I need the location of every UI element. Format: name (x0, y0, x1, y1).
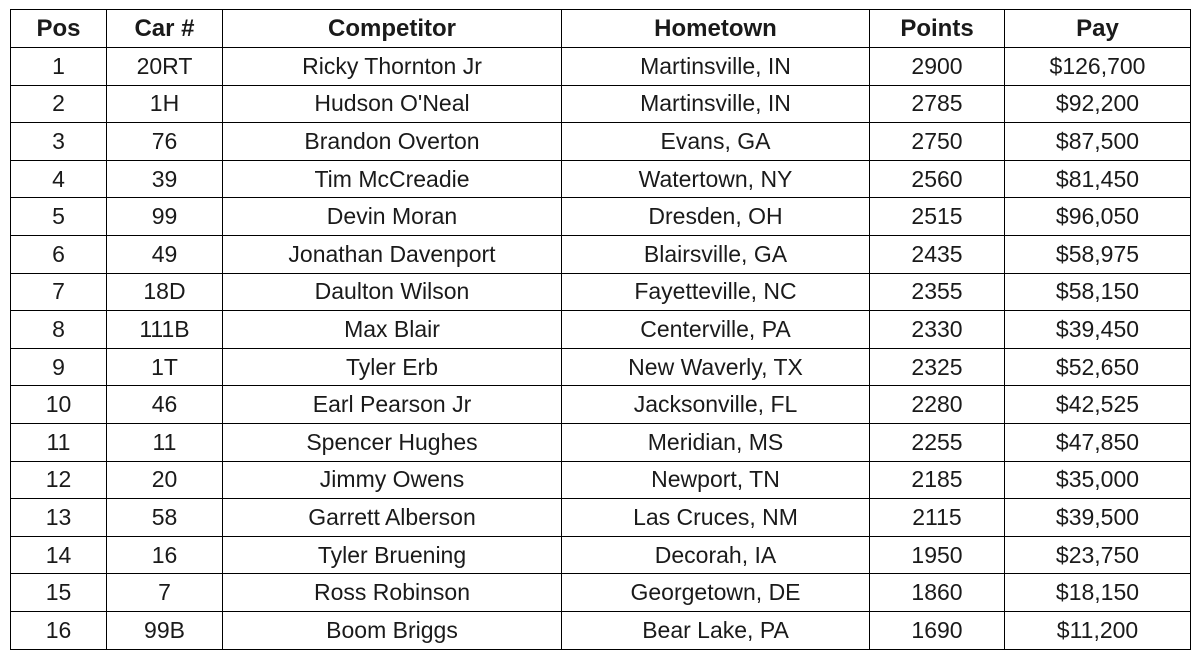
cell-competitor: Jimmy Owens (223, 461, 562, 499)
cell-pos: 16 (11, 611, 107, 649)
cell-car-number: 1T (107, 348, 223, 386)
cell-pay: $39,500 (1005, 499, 1191, 537)
header-car-number: Car # (107, 10, 223, 48)
cell-points: 2515 (870, 198, 1005, 236)
table-row (11, 160, 1191, 198)
cell-hometown: Jacksonville, FL (562, 386, 870, 424)
cell-pay: $39,450 (1005, 311, 1191, 349)
cell-pos: 7 (11, 273, 107, 311)
table-row (11, 461, 1191, 499)
cell-competitor: Jonathan Davenport (223, 235, 562, 273)
table-row (11, 235, 1191, 273)
cell-points: 2355 (870, 273, 1005, 311)
cell-hometown: Las Cruces, NM (562, 499, 870, 537)
cell-pay: $11,200 (1005, 611, 1191, 649)
cell-points: 2115 (870, 499, 1005, 537)
cell-car-number: 58 (107, 499, 223, 537)
cell-pos: 4 (11, 160, 107, 198)
cell-pay: $35,000 (1005, 461, 1191, 499)
cell-hometown: Meridian, MS (562, 423, 870, 461)
cell-hometown: New Waverly, TX (562, 348, 870, 386)
cell-competitor: Hudson O'Neal (223, 85, 562, 123)
standings-table (10, 9, 1191, 650)
header-row (11, 10, 1191, 48)
cell-pos: 6 (11, 235, 107, 273)
cell-points: 2750 (870, 123, 1005, 161)
cell-pay: $96,050 (1005, 198, 1191, 236)
cell-competitor: Brandon Overton (223, 123, 562, 161)
cell-competitor: Daulton Wilson (223, 273, 562, 311)
cell-competitor: Max Blair (223, 311, 562, 349)
cell-car-number: 1H (107, 85, 223, 123)
table-row (11, 574, 1191, 612)
cell-points: 2280 (870, 386, 1005, 424)
cell-pos: 14 (11, 536, 107, 574)
cell-pay: $87,500 (1005, 123, 1191, 161)
cell-points: 2900 (870, 48, 1005, 86)
cell-points: 2325 (870, 348, 1005, 386)
table-row (11, 85, 1191, 123)
cell-pay: $58,150 (1005, 273, 1191, 311)
cell-pay: $23,750 (1005, 536, 1191, 574)
cell-pay: $42,525 (1005, 386, 1191, 424)
cell-points: 2785 (870, 85, 1005, 123)
cell-competitor: Boom Briggs (223, 611, 562, 649)
cell-competitor: Tyler Erb (223, 348, 562, 386)
table-header (11, 10, 1191, 48)
cell-car-number: 16 (107, 536, 223, 574)
cell-pay: $81,450 (1005, 160, 1191, 198)
cell-points: 1690 (870, 611, 1005, 649)
header-pay: Pay (1005, 10, 1191, 48)
cell-competitor: Ross Robinson (223, 574, 562, 612)
table-row (11, 123, 1191, 161)
cell-car-number: 39 (107, 160, 223, 198)
cell-car-number: 111B (107, 311, 223, 349)
table-row (11, 536, 1191, 574)
cell-competitor: Earl Pearson Jr (223, 386, 562, 424)
cell-pos: 11 (11, 423, 107, 461)
cell-car-number: 49 (107, 235, 223, 273)
table-row (11, 611, 1191, 649)
table-row (11, 273, 1191, 311)
cell-car-number: 18D (107, 273, 223, 311)
cell-pay: $126,700 (1005, 48, 1191, 86)
header-points: Points (870, 10, 1005, 48)
cell-hometown: Martinsville, IN (562, 48, 870, 86)
cell-hometown: Watertown, NY (562, 160, 870, 198)
standings-table-container (10, 9, 1191, 650)
cell-pay: $18,150 (1005, 574, 1191, 612)
cell-hometown: Bear Lake, PA (562, 611, 870, 649)
cell-car-number: 20RT (107, 48, 223, 86)
cell-hometown: Georgetown, DE (562, 574, 870, 612)
cell-car-number: 20 (107, 461, 223, 499)
cell-car-number: 99 (107, 198, 223, 236)
cell-points: 1860 (870, 574, 1005, 612)
cell-hometown: Decorah, IA (562, 536, 870, 574)
cell-pos: 8 (11, 311, 107, 349)
header-pos: Pos (11, 10, 107, 48)
cell-competitor: Garrett Alberson (223, 499, 562, 537)
table-row (11, 48, 1191, 86)
cell-hometown: Dresden, OH (562, 198, 870, 236)
table-row (11, 423, 1191, 461)
cell-pay: $58,975 (1005, 235, 1191, 273)
cell-points: 2255 (870, 423, 1005, 461)
cell-hometown: Fayetteville, NC (562, 273, 870, 311)
header-hometown: Hometown (562, 10, 870, 48)
cell-hometown: Martinsville, IN (562, 85, 870, 123)
cell-car-number: 11 (107, 423, 223, 461)
cell-pos: 10 (11, 386, 107, 424)
table-row (11, 198, 1191, 236)
cell-pos: 13 (11, 499, 107, 537)
cell-car-number: 7 (107, 574, 223, 612)
cell-hometown: Centerville, PA (562, 311, 870, 349)
table-body (11, 48, 1191, 650)
cell-pay: $47,850 (1005, 423, 1191, 461)
cell-pos: 9 (11, 348, 107, 386)
cell-pos: 3 (11, 123, 107, 161)
cell-pay: $92,200 (1005, 85, 1191, 123)
cell-pos: 5 (11, 198, 107, 236)
table-row (11, 386, 1191, 424)
cell-hometown: Blairsville, GA (562, 235, 870, 273)
cell-hometown: Evans, GA (562, 123, 870, 161)
cell-pay: $52,650 (1005, 348, 1191, 386)
cell-car-number: 99B (107, 611, 223, 649)
header-competitor: Competitor (223, 10, 562, 48)
cell-points: 2435 (870, 235, 1005, 273)
cell-competitor: Spencer Hughes (223, 423, 562, 461)
table-row (11, 499, 1191, 537)
cell-points: 2185 (870, 461, 1005, 499)
cell-points: 2330 (870, 311, 1005, 349)
cell-points: 2560 (870, 160, 1005, 198)
cell-pos: 2 (11, 85, 107, 123)
cell-competitor: Tim McCreadie (223, 160, 562, 198)
cell-pos: 12 (11, 461, 107, 499)
cell-pos: 15 (11, 574, 107, 612)
cell-car-number: 76 (107, 123, 223, 161)
cell-competitor: Ricky Thornton Jr (223, 48, 562, 86)
cell-car-number: 46 (107, 386, 223, 424)
cell-competitor: Devin Moran (223, 198, 562, 236)
cell-pos: 1 (11, 48, 107, 86)
cell-points: 1950 (870, 536, 1005, 574)
cell-hometown: Newport, TN (562, 461, 870, 499)
table-row (11, 348, 1191, 386)
cell-competitor: Tyler Bruening (223, 536, 562, 574)
table-row (11, 311, 1191, 349)
